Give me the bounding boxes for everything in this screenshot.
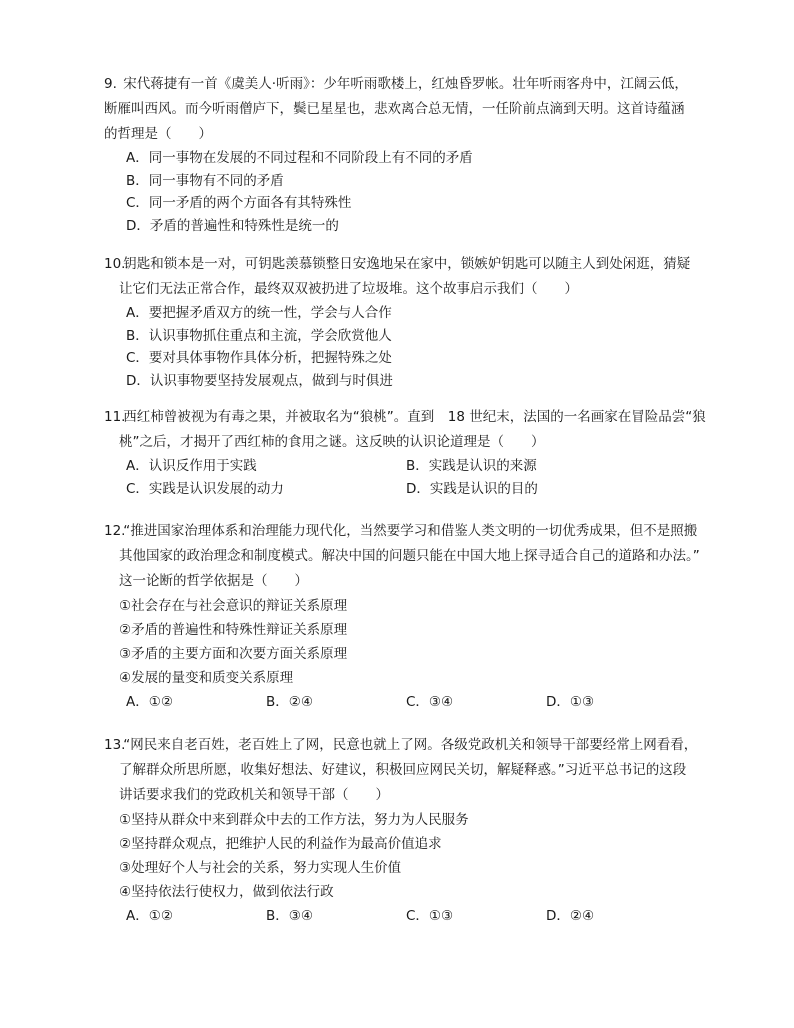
option-a: A．①② [126,694,173,710]
question-stem-line: 桃”之后，才揭开了西红柿的食用之谜。这反映的认识论道理是（ ） [119,434,545,450]
option-c: C．①③ [406,908,454,924]
option-a: A．要把握矛盾双方的统一性，学会与人合作 [126,305,392,321]
question-number: 12. [104,523,126,539]
statement-4: ④坚持依法行使权力，做到依法行政 [119,884,334,900]
question-stem-line [104,252,704,277]
statement-1: ①坚持从群众中来到群众中去的工作方法，努力为人民服务 [119,812,469,828]
option-row [104,455,704,478]
statement-4: ④发展的量变和质变关系原理 [119,670,294,686]
option-row [104,478,704,501]
option-a: A．同一事物在发展的不同过程和不同阶段上有不同的矛盾 [126,150,473,166]
question-10 [104,252,704,392]
question-13 [104,733,704,928]
option-d: D．实践是认识的目的 [406,481,538,497]
question-stem-line: 讲话要求我们的党政机关和领导干部（ ） [119,787,389,803]
question-stem-text: 西红柿曾被视为有毒之果，并被取名为“狼桃”。直到 18 世纪末，法国的一名画家在冒险品尝“狼 [123,409,706,425]
option-b: B．②④ [266,694,313,710]
option-row [104,904,704,928]
question-stem-line [104,72,704,97]
question-stem-text: “网民来自老百姓，老百姓上了网，民意也就上了网。各级党政机关和领导干部要经常上网看看， [123,737,698,753]
statement-3: ③处理好个人与社会的关系，努力实现人生价值 [119,860,402,876]
question-stem-line: 了解群众所思所愿，收集好想法、好建议，积极回应网民关切，解疑释惑。”习近平总书记的这段 [119,762,687,778]
question-stem-line: 断雁叫西风。而今听雨僧庐下，鬓已星星也，悲欢离合总无情，一任阶前点滴到天明。这首诗蕴涵 [104,101,685,117]
option-a: A．①② [126,908,173,924]
option-d: D．②④ [546,908,595,924]
option-a: A．认识反作用于实践 [126,458,257,474]
question-12 [104,519,704,714]
option-d: D．矛盾的普遍性和特殊性是统一的 [126,217,339,234]
question-11 [104,405,704,501]
option-b: B．实践是认识的来源 [406,458,537,474]
option-d: D．①③ [546,694,595,710]
option-c: C．实践是认识发展的动力 [126,481,284,497]
question-9 [104,72,704,237]
question-stem-line: 其他国家的政治理念和制度模式。解决中国的问题只能在中国大地上探寻适合自己的道路和办法。” [119,548,700,564]
question-stem-line [104,733,704,758]
question-stem-text: 钥匙和锁本是一对，可钥匙羡慕锁整日安逸地呆在家中，锁嫉妒钥匙可以随主人到处闲逛，猜疑 [123,256,691,272]
question-stem-line [104,519,704,544]
option-c: C．同一矛盾的两个方面各有其特殊性 [126,195,352,211]
question-number: 9. [104,76,117,92]
option-b: B．认识事物抓住重点和主流，学会欣赏他人 [126,327,392,344]
option-b: B．同一事物有不同的矛盾 [126,172,284,189]
question-stem-text: 宋代蒋捷有一首《虞美人·听雨》：少年听雨歌楼上，红烛昏罗帐。壮年听雨客舟中，江阔云低， [123,76,688,92]
option-c: C．要对具体事物作具体分析，把握特殊之处 [126,350,392,366]
option-row [104,690,704,714]
statement-3: ③矛盾的主要方面和次要方面关系原理 [119,646,348,662]
question-number: 13. [104,737,126,753]
question-stem-line: 这一论断的哲学依据是（ ） [119,573,308,589]
statement-2: ②坚持群众观点，把维护人民的利益作为最高价值追求 [119,836,442,852]
question-number: 10. [104,256,126,272]
question-stem-line: 的哲理是（ ） [104,126,212,142]
statement-1: ①社会存在与社会意识的辩证关系原理 [119,598,348,614]
question-number: 11. [104,409,126,425]
question-stem-line [104,405,704,430]
option-c: C．③④ [406,694,454,710]
question-stem-line: 让它们无法正常合作，最终双双被扔进了垃圾堆。这个故事启示我们（ ） [119,281,578,297]
question-stem-text: “推进国家治理体系和治理能力现代化，当然要学习和借鉴人类文明的一切优秀成果，但不是照搬 [123,523,698,539]
option-b: B．③④ [266,908,313,924]
statement-2: ②矛盾的普遍性和特殊性辩证关系原理 [119,622,348,638]
option-d: D．认识事物要坚持发展观点，做到与时俱进 [126,372,393,389]
